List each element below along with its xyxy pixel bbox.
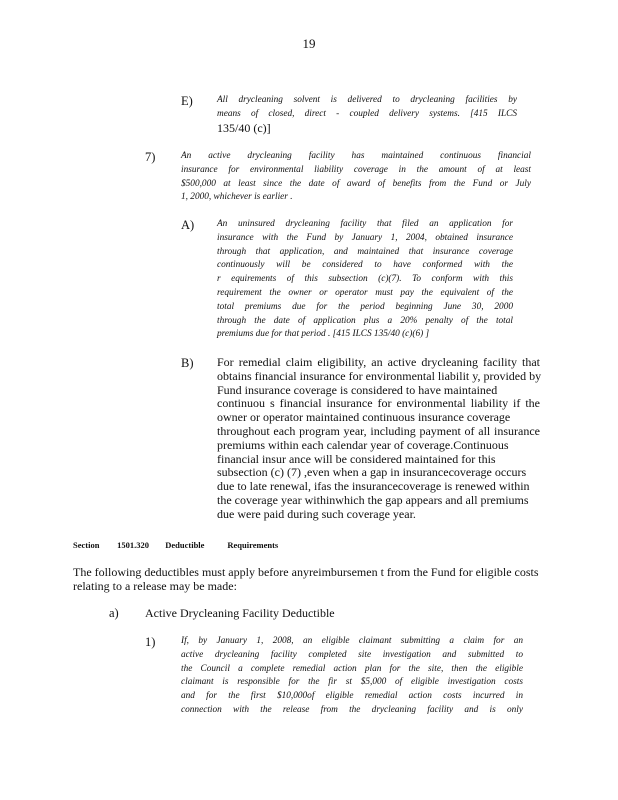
item-7-label: 7)	[145, 150, 156, 164]
text-line: relating to a release may be made:	[73, 578, 237, 593]
text-line: financial insur ance will be considered maintained for this	[217, 451, 496, 466]
text-line: If, by January 1, 2008, an eligible claimant submitting a claim for an	[181, 636, 523, 646]
item-7a-text	[217, 218, 513, 342]
text-line: total premiums due for the period beginning June 30, 2000	[217, 301, 513, 312]
text-line: All drycleaning solvent is delivered to drycleaning facilities by	[217, 95, 517, 105]
section-subtitle: Requirements	[227, 540, 279, 550]
text-line: due were paid during such coverage year.	[217, 506, 416, 521]
item-a-label: a)	[109, 606, 119, 620]
item-7-text	[181, 150, 531, 205]
text-line: For remedial claim eligibility, an active drycleaning facility that	[217, 355, 540, 369]
text-line: 135/40 (c)]	[217, 120, 271, 135]
text-line: 1, 2000, whichever is earlier .	[181, 192, 293, 203]
text-line: premiums due for that period . [415 ILCS 135/40 (c)(6) ]	[217, 329, 430, 340]
text-line: connection with the release from the drycleaning facility and is only	[181, 704, 523, 715]
section-title: Deductible	[165, 540, 205, 550]
text-line: Fund insurance coverage is considered to have maintained	[217, 382, 498, 397]
text-line: continuously will be considered to have conformed with the	[217, 260, 513, 271]
text-line: throughout each program year, including payment of all insurance	[217, 423, 540, 438]
intro-paragraph	[73, 565, 539, 594]
text-line: r equirements of this subsection (c)(7). To conform with this	[217, 274, 513, 285]
item-e-label: E)	[181, 94, 193, 108]
text-line: the coverage year withinwhich the gap appears and all premiums	[217, 492, 529, 507]
text-line: the Council a complete remedial action plan for the site, then the eligible	[181, 663, 523, 674]
item-7b-label: B)	[181, 356, 194, 370]
text-line: $500,000 at least since the date of award of benefits from the Fund or July	[181, 178, 531, 189]
item-a1-text	[181, 635, 523, 718]
text-line: requirement the owner or operator must pay the equivalent of the	[217, 287, 513, 298]
item-e-text	[217, 94, 517, 135]
item-a1-label: 1)	[145, 635, 156, 649]
text-line: means of closed, direct - coupled delivery systems. [415 ILCS	[217, 108, 517, 119]
text-line: premiums within each calendar year of coverage.Continuous	[217, 437, 509, 452]
text-line: through that application, and maintained that insurance coverage	[217, 246, 513, 257]
text-line: insurance with the Fund by January 1, 2004, obtained insurance	[217, 232, 513, 243]
page-number: 19	[302, 36, 316, 51]
text-line: due to late renewal, ifas the insurancecoverage is renewed within	[217, 479, 530, 494]
text-line: obtains financial insurance for environmental liabilit y, provided by	[217, 368, 542, 383]
section-heading	[73, 540, 473, 550]
text-line: The following deductibles must apply before anyreimbursemen t from the Fund for eligible costs	[73, 565, 539, 579]
item-7b-text	[217, 356, 540, 522]
text-line: claimant is responsible for the fir st $5,000 of eligible investigation costs	[181, 677, 523, 688]
text-line: active drycleaning facility completed site investigation and submitted to	[181, 649, 523, 660]
text-line: continuou s financial insurance for environmental liability if the	[217, 396, 540, 411]
text-line: insurance for environmental liability coverage in the amount of at least	[181, 164, 531, 175]
text-line: An active drycleaning facility has maintained continuous financial	[181, 151, 531, 161]
text-line: through the date of application plus a 20% penalty of the total	[217, 315, 513, 326]
item-a-title: Active Drycleaning Facility Deductible	[145, 606, 335, 620]
section-number: 1501.320	[117, 540, 149, 550]
item-7a-label: A)	[181, 218, 195, 232]
text-line: and for the first $10,000of eligible remedial action costs incurred in	[181, 691, 523, 702]
text-line: owner or operator maintained continuous insurance coverage	[217, 410, 511, 425]
section-label: Section	[73, 540, 100, 550]
text-line: subsection (c) (7) ,even when a gap in insurancecoverage occurs	[217, 465, 527, 480]
text-line: An uninsured drycleaning facility that filed an application for	[217, 219, 513, 229]
